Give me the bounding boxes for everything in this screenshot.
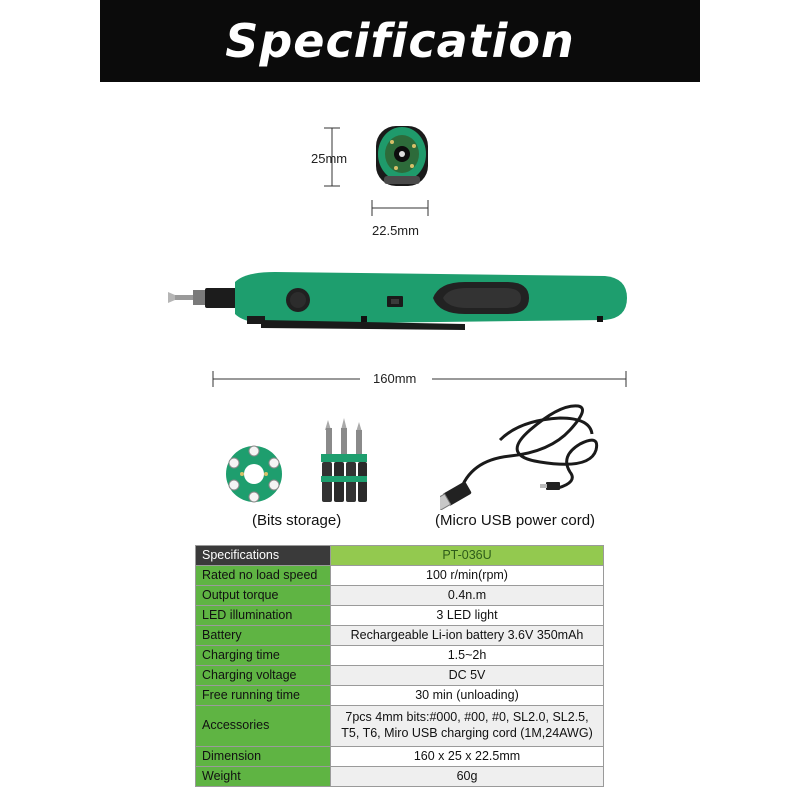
banner-title: Specification xyxy=(225,14,575,68)
table-row xyxy=(196,686,604,706)
table-row xyxy=(196,566,604,586)
accessories-line-1: 7pcs 4mm bits:#000, #00, #0, SL2.0, SL2.5, xyxy=(345,710,589,725)
row-value: 30 min (unloading) xyxy=(331,686,604,706)
length-dimension-line xyxy=(210,368,630,390)
usb-cord-caption: (Micro USB power cord) xyxy=(435,512,596,529)
specification-banner xyxy=(100,0,700,82)
row-label: Charging voltage xyxy=(196,666,331,686)
row-label: Charging time xyxy=(196,646,331,666)
row-label: Free running time xyxy=(196,686,331,706)
bits-storage-ring-icon xyxy=(222,443,286,505)
row-label: Rated no load speed xyxy=(196,566,331,586)
table-row xyxy=(196,666,604,686)
row-label: Accessories xyxy=(196,706,331,747)
width-dimension-label: 22.5mm xyxy=(372,223,419,238)
row-label: Weight xyxy=(196,767,331,787)
electric-screwdriver-icon xyxy=(165,268,635,336)
row-label: Output torque xyxy=(196,586,331,606)
table-header-label: Specifications xyxy=(196,546,331,566)
row-value: 1.5~2h xyxy=(331,646,604,666)
row-value: DC 5V xyxy=(331,666,604,686)
row-value: Rechargeable Li-ion battery 3.6V 350mAh xyxy=(331,626,604,646)
driver-end-view-icon xyxy=(318,120,448,220)
accessories-line-2: T5, T6, Miro USB charging cord (1M,24AWG) xyxy=(341,726,593,740)
bits-storage-caption: (Bits storage) xyxy=(252,512,342,529)
row-value: 160 x 25 x 22.5mm xyxy=(331,747,604,767)
table-header-value: PT-036U xyxy=(331,546,604,566)
row-value xyxy=(331,706,604,747)
bits-holder-icon xyxy=(318,418,370,506)
table-row xyxy=(196,626,604,646)
row-value: 3 LED light xyxy=(331,606,604,626)
table-row xyxy=(196,767,604,787)
height-dimension-label: 25mm xyxy=(311,151,348,166)
row-value: 0.4n.m xyxy=(331,586,604,606)
table-row xyxy=(196,747,604,767)
row-value: 100 r/min(rpm) xyxy=(331,566,604,586)
table-row xyxy=(196,606,604,626)
row-label: LED illumination xyxy=(196,606,331,626)
table-row xyxy=(196,706,604,747)
length-dimension-label: 160mm xyxy=(373,371,417,386)
micro-usb-cord-icon xyxy=(440,400,610,510)
table-row xyxy=(196,646,604,666)
table-header-row xyxy=(196,546,604,566)
table-row xyxy=(196,586,604,606)
row-value: 60g xyxy=(331,767,604,787)
row-label: Dimension xyxy=(196,747,331,767)
spec-table xyxy=(195,545,604,787)
row-label: Battery xyxy=(196,626,331,646)
